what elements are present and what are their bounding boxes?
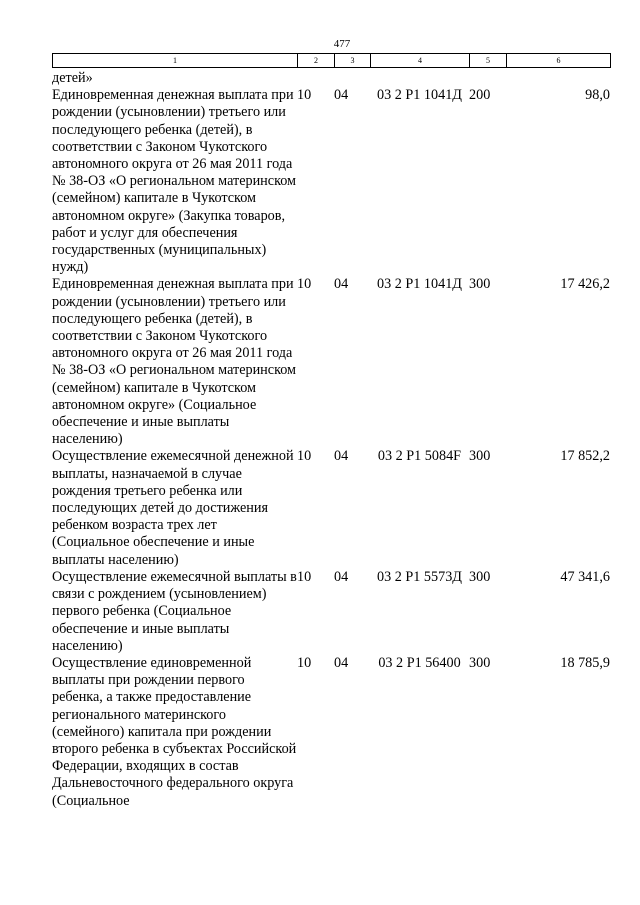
row-description: Осуществление единовременной выплаты при рождении первого ребенка, а также предоставление регионального материнского (семейного) капитала при рождении второго ребенка в субъектах Российской Федерации, входящих в состав Дальневосточного федерального округа (Социальное (52, 654, 297, 809)
column-header-row (53, 54, 611, 68)
column-header-1: 1 (53, 54, 298, 68)
row-amount: 98,0 (585, 87, 610, 104)
row-expense-type: 300 (469, 568, 491, 585)
table-row (52, 276, 610, 448)
row-description: Осуществление ежемесячной денежной выплаты, назначаемой в случае рождения третьего ребенка или последующих детей до достижения ребенком возраста трех лет (Социальное обеспечение и иные выплаты населению) (52, 448, 294, 568)
row-section: 10 (297, 448, 312, 465)
row-amount: 17 426,2 (560, 276, 610, 293)
row-section: 10 (297, 654, 312, 671)
row-expense-type (469, 70, 506, 87)
row-expense-type: 200 (469, 87, 491, 104)
row-amount (506, 70, 610, 87)
row-target-code: 03 2 Р1 56400 (378, 654, 461, 671)
row-target-code: 03 2 Р1 1041Д (377, 87, 462, 104)
row-description: Единовременная денежная выплата при рождении (усыновлении) третьего или последующего ребенка (детей), в соответствии с Законом Чукотского автономного округа от 26 мая 2011 года № 38-ОЗ «О региональном материнском (семейном) капитале в Чукотском автономном округе» (Социальное обеспечение и иные выплаты населению) (52, 276, 297, 448)
row-section: 10 (297, 568, 312, 585)
row-amount: 18 785,9 (560, 654, 610, 671)
column-header-4: 4 (371, 54, 470, 68)
row-subsection: 04 (334, 276, 349, 293)
row-subsection: 04 (334, 568, 349, 585)
row-target-code: 03 2 Р1 5573Д (377, 568, 462, 585)
column-header-2: 2 (298, 54, 335, 68)
row-subsection: 04 (334, 448, 349, 465)
row-section: 10 (297, 276, 312, 293)
table-row (52, 569, 610, 655)
table-row (52, 87, 610, 276)
row-section: 10 (297, 87, 312, 104)
row-subsection: 04 (334, 87, 349, 104)
row-expense-type: 300 (469, 448, 491, 465)
row-expense-type: 300 (469, 276, 491, 293)
column-header-6: 6 (507, 54, 611, 68)
budget-table (52, 70, 610, 810)
row-subsection: 04 (334, 654, 349, 671)
row-target-code (370, 70, 469, 87)
column-header-table (52, 53, 611, 68)
table-row (52, 70, 610, 87)
row-description: Осуществление ежемесячной выплаты в связи с рождением (усыновлением) первого ребенка (Социальное обеспечение и иные выплаты населению) (52, 568, 297, 654)
column-header-5: 5 (470, 54, 507, 68)
row-target-code: 03 2 Р1 5084F (377, 448, 462, 465)
table-row (52, 655, 610, 810)
table-row (52, 448, 610, 568)
row-description: детей» (52, 70, 93, 86)
row-amount: 47 341,6 (560, 568, 610, 585)
row-section (297, 70, 334, 87)
page-number: 477 (333, 38, 351, 50)
row-target-code: 03 2 Р1 1041Д (377, 276, 462, 293)
column-header-3: 3 (335, 54, 371, 68)
row-expense-type: 300 (469, 654, 491, 671)
row-amount: 17 852,2 (560, 448, 610, 465)
row-subsection (334, 70, 370, 87)
row-description: Единовременная денежная выплата при рождении (усыновлении) третьего или последующего ребенка (детей), в соответствии с Законом Чукотского автономного округа от 26 мая 2011 года № 38-ОЗ «О региональном материнском (семейном) капитале в Чукотском автономном округе» (Закупка товаров, работ и услуг для обеспечения государственных (муниципальных) нужд) (52, 87, 297, 276)
